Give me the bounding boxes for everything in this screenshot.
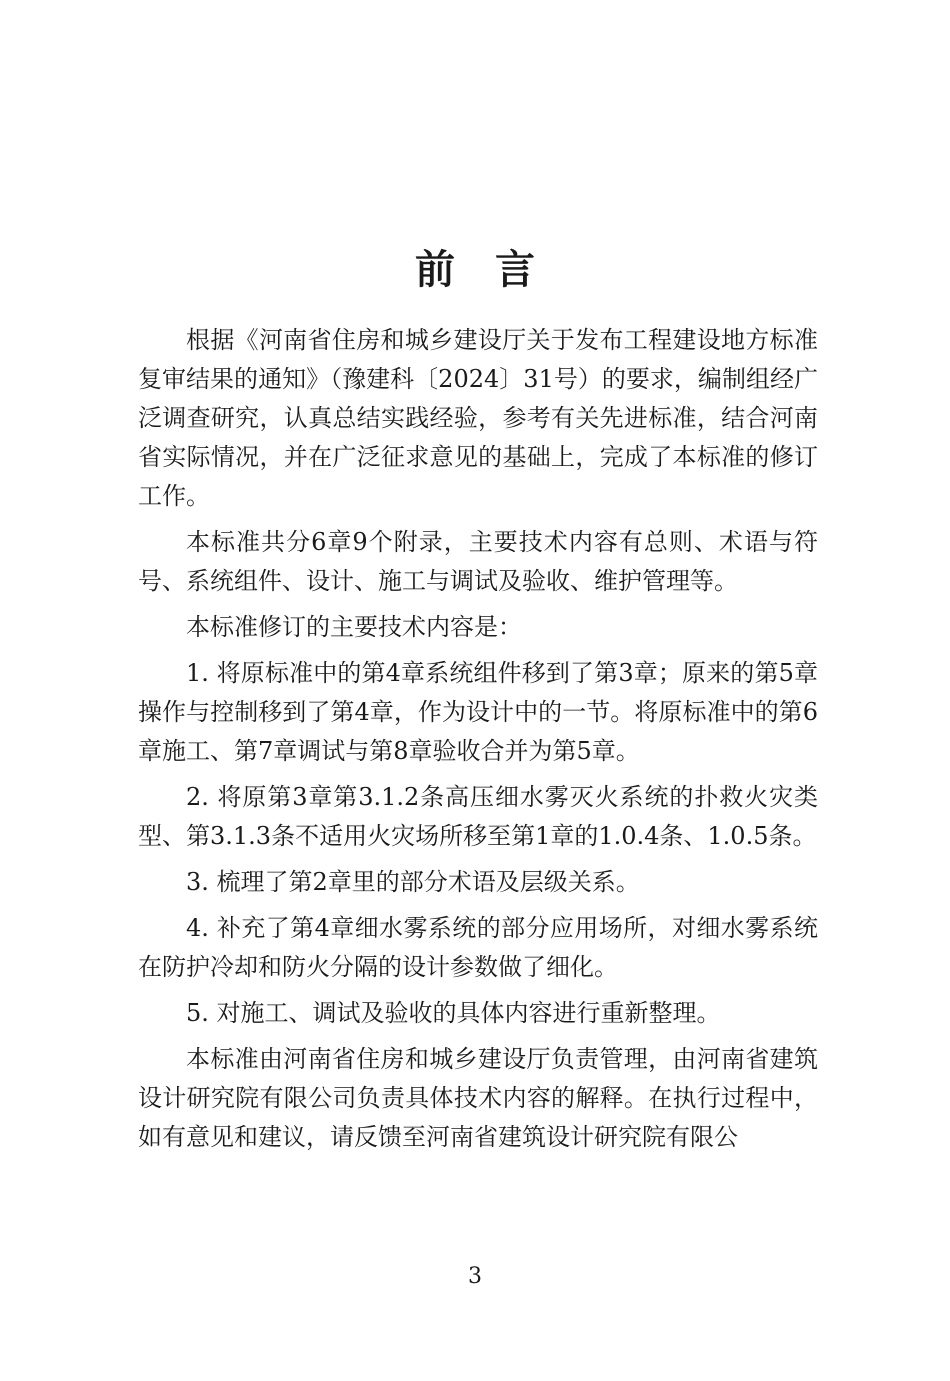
page-title: 前言 — [415, 247, 575, 293]
paragraph-management: 本标准由河南省住房和城乡建设厅负责管理，由河南省建筑设计研究院有限公司负责具体技术内容的解释。在执行过程中，如有意见和建议，请反馈至河南省建筑设计研究院有限公 — [138, 1045, 818, 1151]
document-body — [138, 321, 818, 1157]
page-number: 3 — [468, 1264, 482, 1289]
paragraph-revision-item-2: 2. 将原第3章第3.1.2条高压细水雾灭火系统的扑救火灾类型、第3.1.3条不适用火灾场所移至第1章的1.0.4条、1.0.5条。 — [138, 783, 818, 850]
paragraph-revision-item-3: 3. 梳理了第2章里的部分术语及层级关系。 — [186, 868, 640, 896]
paragraph-basis: 根据《河南省住房和城乡建设厅关于发布工程建设地方标准复审结果的通知》（豫建科〔2024〕31号）的要求，编制组经广泛调查研究，认真总结实践经验，参考有关先进标准，结合河南省实际情况，并在广泛征求意见的基础上，完成了本标准的修订工作。 — [138, 326, 818, 510]
paragraph-revision-item-4: 4. 补充了第4章细水雾系统的部分应用场所，对细水雾系统在防护冷却和防火分隔的设计参数做了细化。 — [138, 914, 818, 981]
paragraph-overview: 本标准共分6章9个附录，主要技术内容有总则、术语与符号、系统组件、设计、施工与调试及验收、维护管理等。 — [138, 528, 818, 595]
paragraph-revision-intro: 本标准修订的主要技术内容是： — [186, 613, 522, 641]
paragraph-revision-item-5: 5. 对施工、调试及验收的具体内容进行重新整理。 — [186, 999, 721, 1027]
paragraph-revision-item-1: 1. 将原标准中的第4章系统组件移到了第3章；原来的第5章操作与控制移到了第4章，作为设计中的一节。将原标准中的第6章施工、第7章调试与第8章验收合并为第5章。 — [138, 659, 818, 765]
